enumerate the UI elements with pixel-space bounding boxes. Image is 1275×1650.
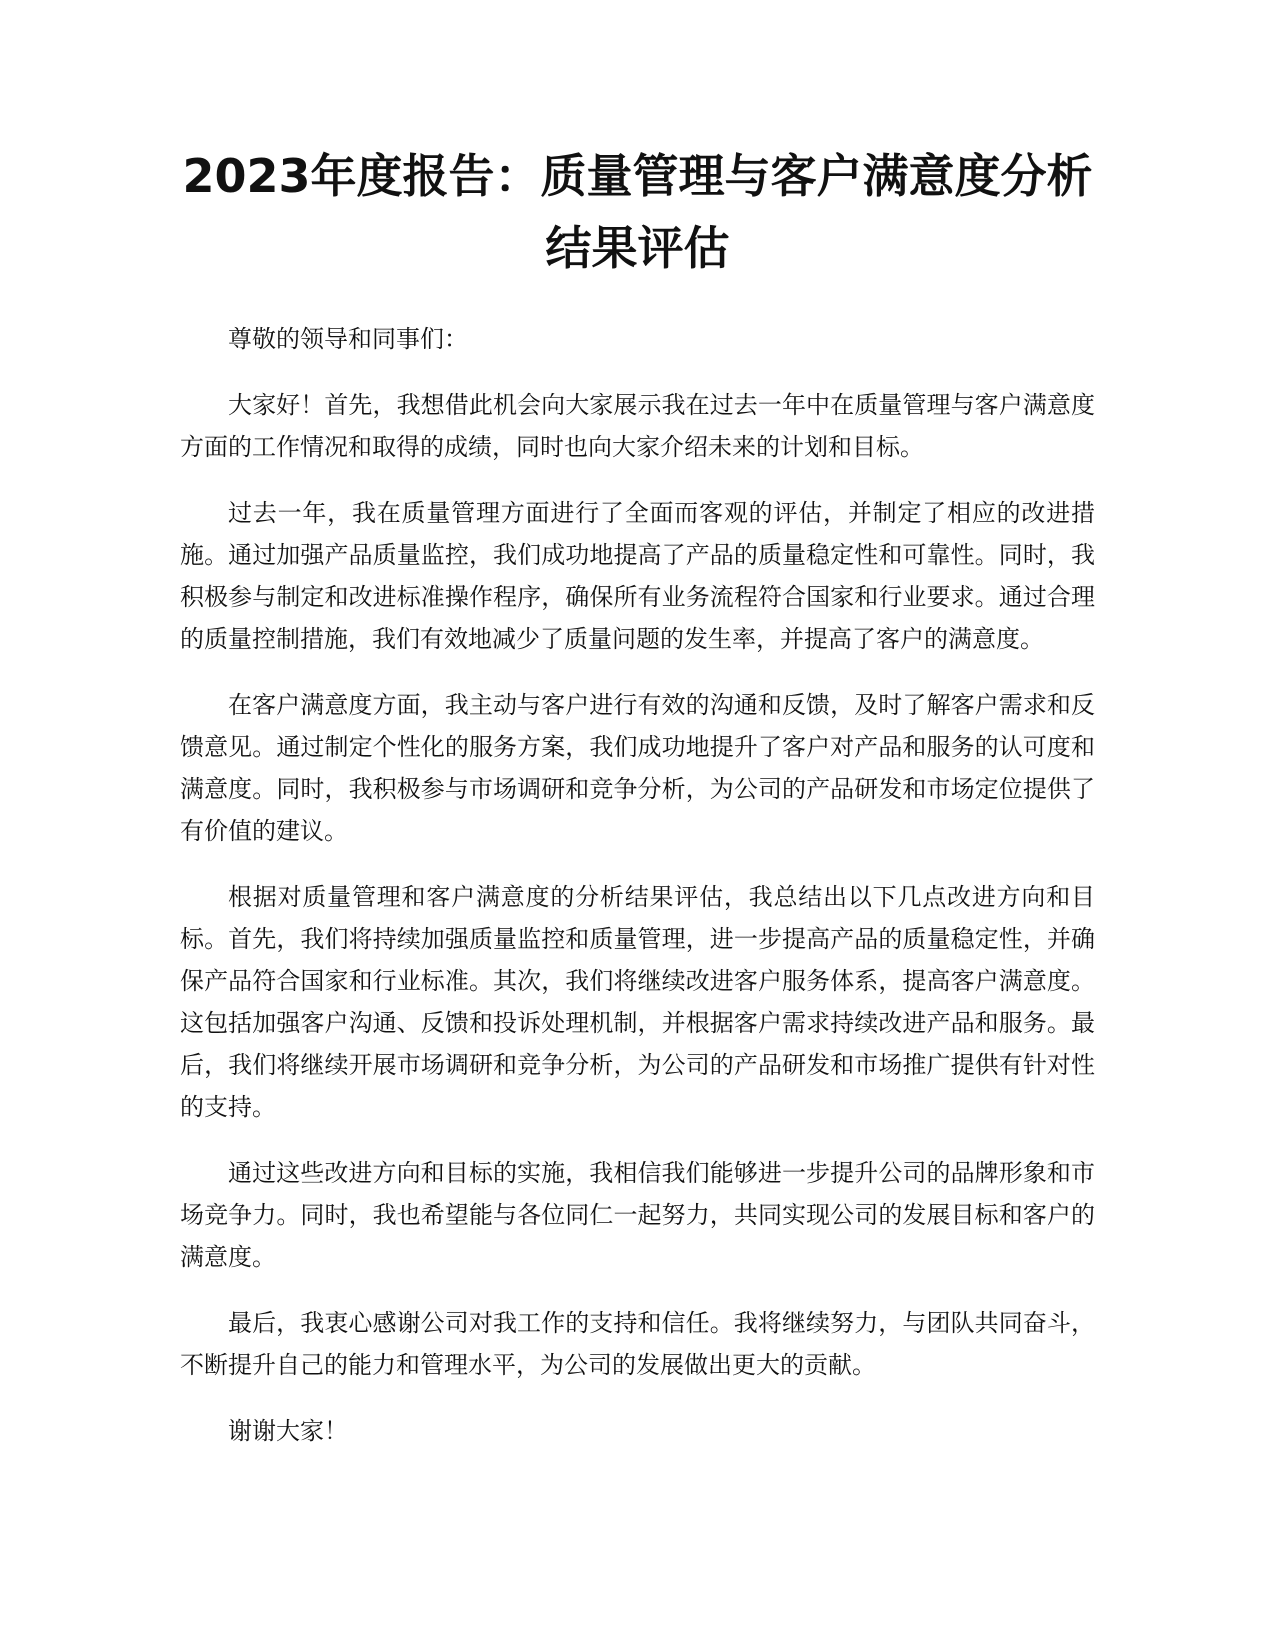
document-title xyxy=(150,140,1125,284)
title-line-2: 结果评估 xyxy=(545,221,730,275)
title-line-1: 2023年度报告：质量管理与客户满意度分析 xyxy=(182,149,1093,203)
closing-paragraph: 谢谢大家！ xyxy=(228,1417,348,1445)
salutation-paragraph: 尊敬的领导和同事们： xyxy=(228,325,468,353)
improvement-goals-paragraph: 根据对质量管理和客户满意度的分析结果评估，我总结出以下几点改进方向和目标。首先，我们将持续加强质量监控和质量管理，进一步提高产品的质量稳定性，并确保产品符合国家和行业标准。其次，我们将继续改进客户服务体系，提高客户满意度。这包括加强客户沟通、反馈和投诉处理机制，并根据客户需求持续改进产品和服务。最后，我们将继续开展市场调研和竞争分析，为公司的产品研发和市场推广提供有针对性的支持。 xyxy=(180,883,1095,1121)
thanks-paragraph: 最后，我衷心感谢公司对我工作的支持和信任。我将继续努力，与团队共同奋斗，不断提升自己的能力和管理水平，为公司的发展做出更大的贡献。 xyxy=(180,1309,1095,1379)
intro-paragraph: 大家好！首先，我想借此机会向大家展示我在过去一年中在质量管理与客户满意度方面的工作情况和取得的成绩，同时也向大家介绍未来的计划和目标。 xyxy=(180,391,1095,461)
customer-satisfaction-paragraph: 在客户满意度方面，我主动与客户进行有效的沟通和反馈，及时了解客户需求和反馈意见。通过制定个性化的服务方案，我们成功地提升了客户对产品和服务的认可度和满意度。同时，我积极参与市场调研和竞争分析，为公司的产品研发和市场定位提供了有价值的建议。 xyxy=(180,691,1095,845)
outlook-paragraph: 通过这些改进方向和目标的实施，我相信我们能够进一步提升公司的品牌形象和市场竞争力。同时，我也希望能与各位同仁一起努力，共同实现公司的发展目标和客户的满意度。 xyxy=(180,1159,1095,1271)
document-body xyxy=(180,318,1095,1476)
quality-management-paragraph: 过去一年，我在质量管理方面进行了全面而客观的评估，并制定了相应的改进措施。通过加强产品质量监控，我们成功地提高了产品的质量稳定性和可靠性。同时，我积极参与制定和改进标准操作程序，确保所有业务流程符合国家和行业要求。通过合理的质量控制措施，我们有效地减少了质量问题的发生率，并提高了客户的满意度。 xyxy=(180,499,1095,653)
